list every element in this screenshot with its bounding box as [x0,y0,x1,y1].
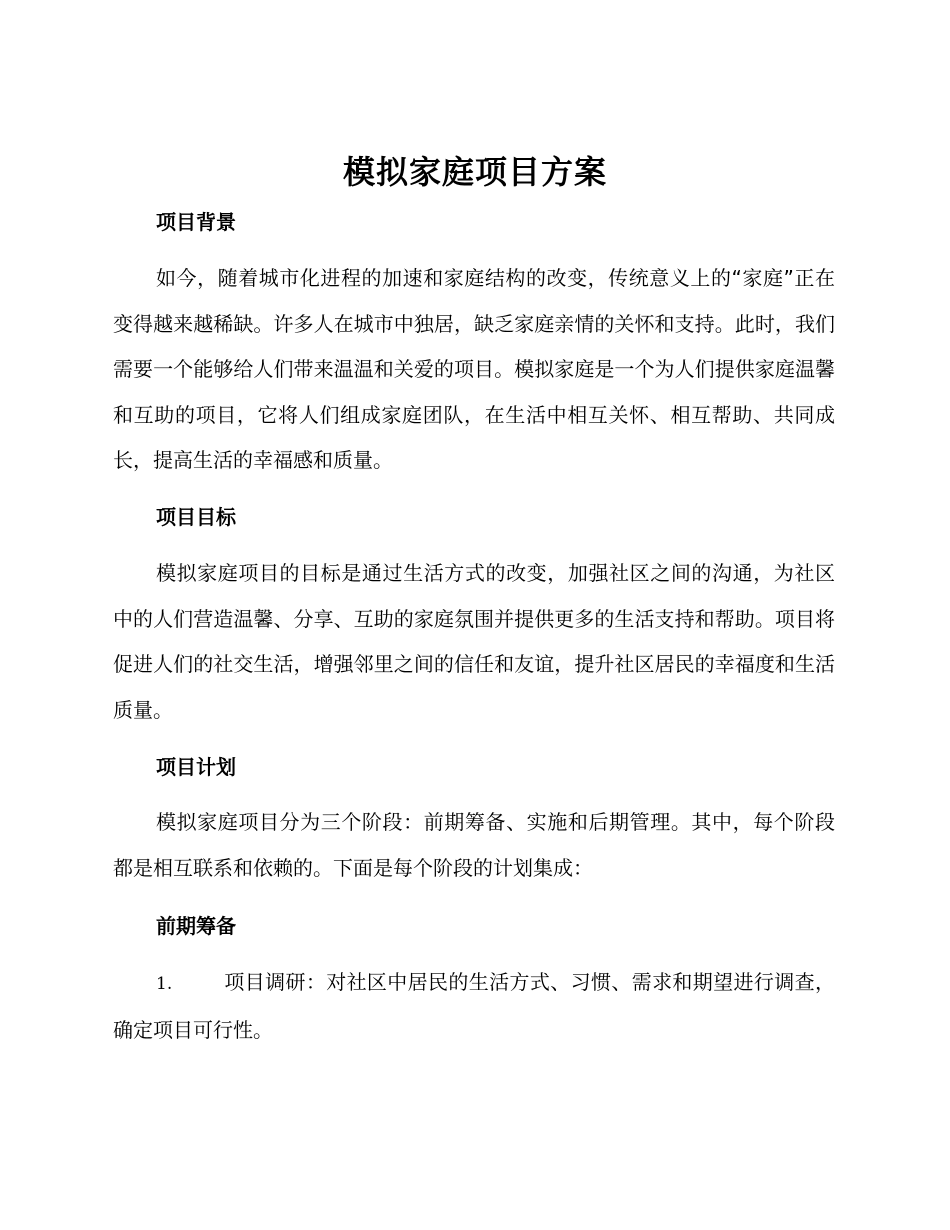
paragraph-background: 如今，随着城市化进程的加速和家庭结构的改变，传统意义上的“家庭”正在变得越来越稀缺。许多人在城市中独居，缺乏家庭亲情的关怀和支持。此时，我们需要一个能够给人们带来温温和关爱的项目。模拟家庭是一个为人们提供家庭温馨和互助的项目，它将人们组成家庭团队，在生活中相互关怀、相互帮助、共同成长，提高生活的幸福感和质量。 [113,266,835,472]
section-heading-background: 项目背景 [156,210,236,234]
list-item [113,960,835,1053]
section-heading-goal: 项目目标 [156,505,236,529]
list-item-text: 项目调研：对社区中居民的生活方式、习惯、需求和期望进行调查，确定项目可行性。 [113,970,835,1042]
document-title: 模拟家庭项目方案 [342,153,607,191]
section-heading-preparation: 前期筹备 [156,914,236,938]
section-heading-plan: 项目计划 [156,755,236,779]
list-item-number: 1. [156,974,173,994]
paragraph-plan: 模拟家庭项目分为三个阶段：前期筹备、实施和后期管理。其中，每个阶段都是相互联系和依赖的。下面是每个阶段的计划集成： [113,810,835,880]
paragraph-goal: 模拟家庭项目的目标是通过生活方式的改变，加强社区之间的沟通，为社区中的人们营造温馨、分享、互助的家庭氛围并提供更多的生活支持和帮助。项目将促进人们的社交生活，增强邻里之间的信任和友谊，提升社区居民的幸福度和生活质量。 [113,561,835,722]
